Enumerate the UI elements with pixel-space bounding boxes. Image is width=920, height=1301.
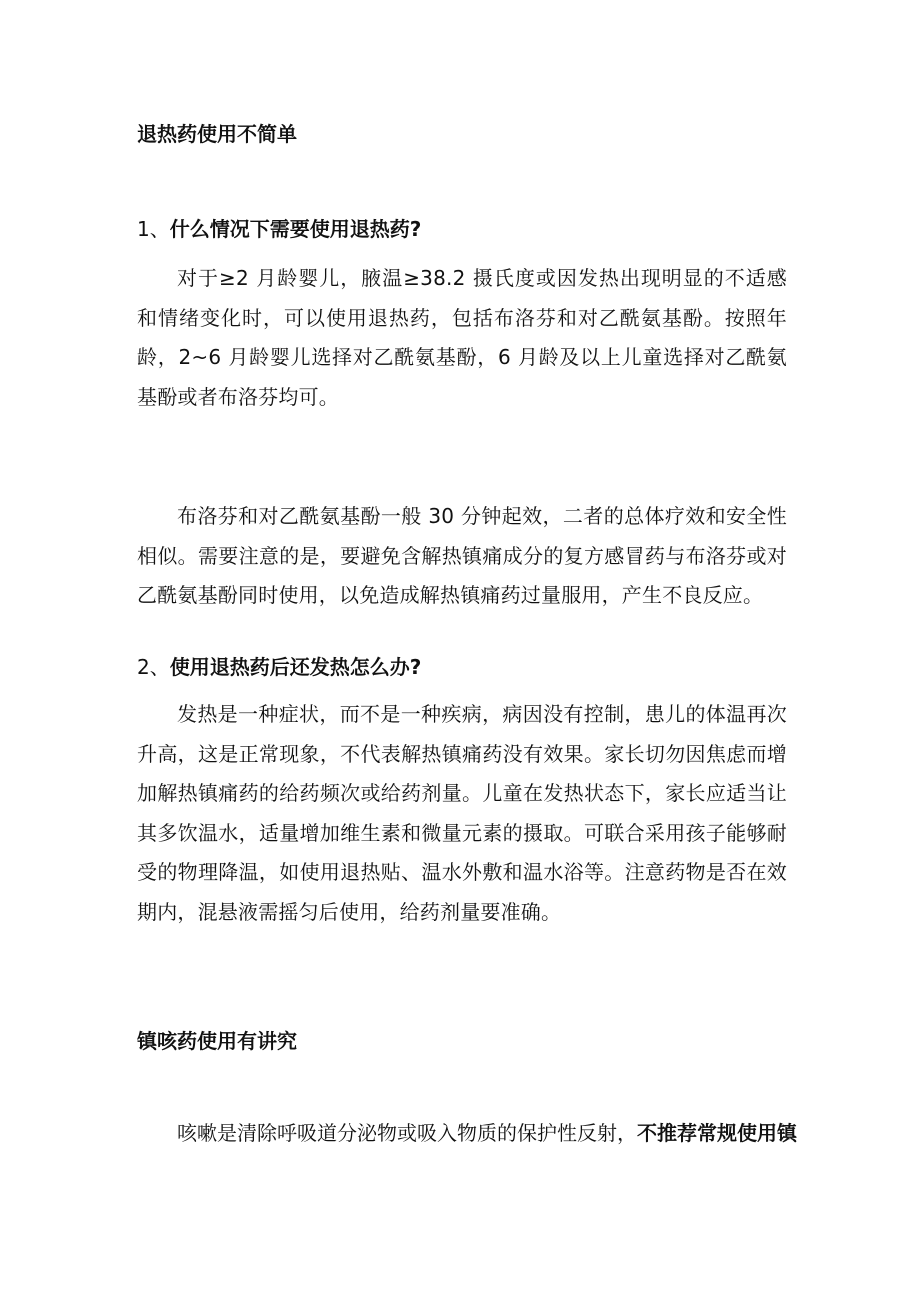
section-title-antitussives: 镇咳药使用有讲究: [137, 1029, 297, 1053]
question-text-1: 什么情况下需要使用退热药?: [169, 217, 422, 241]
paragraph-cough: [137, 1114, 797, 1154]
paragraph-persistent-fever: 发热是一种症状，而不是一种疾病，病因没有控制，患儿的体温再次升高，这是正常现象，不代表解热镇痛药没有效果。家长切勿因焦虑而增加解热镇痛药的给药频次或给药剂量。儿童在发热状态下，家长应适当让其多饮温水，适量增加维生素和微量元素的摄取。可联合采用孩子能够耐受的物理降温，如使用退热贴、温水外敷和温水浴等。注意药物是否在效期内，混悬液需摇匀后使用，给药剂量要准确。: [137, 702, 787, 924]
paragraph-when-to-use: 对于≥2 月龄婴儿，腋温≥38.2 摄氏度或因发热出现明显的不适感和情绪变化时，可以使用退热药，包括布洛芬和对乙酰氨基酚。按照年龄，2~6 月龄婴儿选择对乙酰氨基酚，6 月龄及以上儿童选择对乙酰氨基酚或者布洛芬均可。: [137, 266, 787, 409]
question-number-1: 1、: [137, 217, 170, 241]
question-text-2: 使用退热药后还发热怎么办?: [169, 655, 422, 679]
paragraph-onset-safety: 布洛芬和对乙酰氨基酚一般 30 分钟起效，二者的总体疗效和安全性相似。需要注意的是，要避免含解热镇痛成分的复方感冒药与布洛芬或对乙酰氨基酚同时使用，以免造成解热镇痛药过量服用，产生不良反应。: [137, 504, 787, 607]
question-heading-1: [137, 214, 787, 244]
question-heading-2: [137, 652, 787, 682]
section-title-antipyretics: 退热药使用不简单: [137, 122, 297, 146]
question-number-2: 2、: [137, 655, 170, 679]
cough-text-bold: 不推荐常规使用镇: [637, 1121, 797, 1145]
cough-text-normal: 咳嗽是清除呼吸道分泌物或吸入物质的保护性反射，: [177, 1121, 637, 1145]
